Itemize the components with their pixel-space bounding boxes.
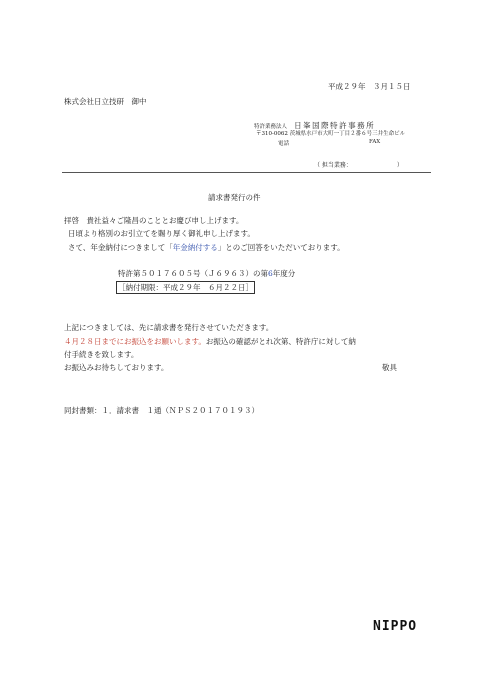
recipient-company: 株式会社日立技研 御中 — [64, 97, 147, 106]
closing-keigu: 敬具 — [382, 363, 397, 372]
sender-tel-label: 電話 — [278, 141, 290, 147]
nippo-logo: NIPPO — [373, 619, 418, 634]
closing-line-2: ４月２８日までにお振込をお願いします。お振込の確認がとれ次第、特許庁に対して納 — [64, 337, 356, 346]
body-line-3: さて、年金納付につきまして「年金納付する」とのご回答をいただいております。 — [68, 243, 345, 252]
patent-year-number: 6 — [268, 269, 273, 278]
document-date: 平成２９年 ３月１５日 — [328, 82, 411, 91]
payment-deadline: ［納付期限：平成２９年 ６月２２日］ — [118, 283, 253, 292]
header-divider — [62, 172, 431, 173]
closing-line-3: 付手続きを致します。 — [64, 350, 139, 359]
contact-line: （ 担当業務： ） — [314, 162, 403, 169]
document-subject: 請求書発行の件 — [208, 193, 261, 202]
sender-label: 特許業務法人 — [254, 124, 288, 130]
sender-address: 〒310-0062 茨城県水戸市大町一丁目２番６号三井生命ビル — [256, 131, 406, 137]
body-line-2: 日頃より格別のお引立てを賜り厚く御礼申し上げます。 — [68, 229, 255, 238]
body-line-1: 拝啓 貴社益々ご隆昌のこととお慶び申し上げます。 — [64, 216, 244, 225]
closing-line-4: お振込みお待ちしております。 — [64, 363, 169, 372]
enclosure-list: 同封書類：１．請求書 １通（ＮＰＳ２０１７０１９３） — [64, 406, 259, 415]
sender-name: 日峯国際特許事務所 — [294, 121, 376, 130]
payment-due-notice: ４月２８日までにお振込をお願いします。 — [64, 337, 206, 346]
patent-line: 特許第５０１７６０５号（Ｊ６９６３）の第6年度分 — [118, 269, 296, 278]
closing-line-1: 上記につきましては、先に請求書を発行させていただきます。 — [64, 323, 274, 332]
answer-highlight: 年金納付する — [172, 243, 218, 252]
sender-fax-label: FAX — [369, 139, 381, 145]
